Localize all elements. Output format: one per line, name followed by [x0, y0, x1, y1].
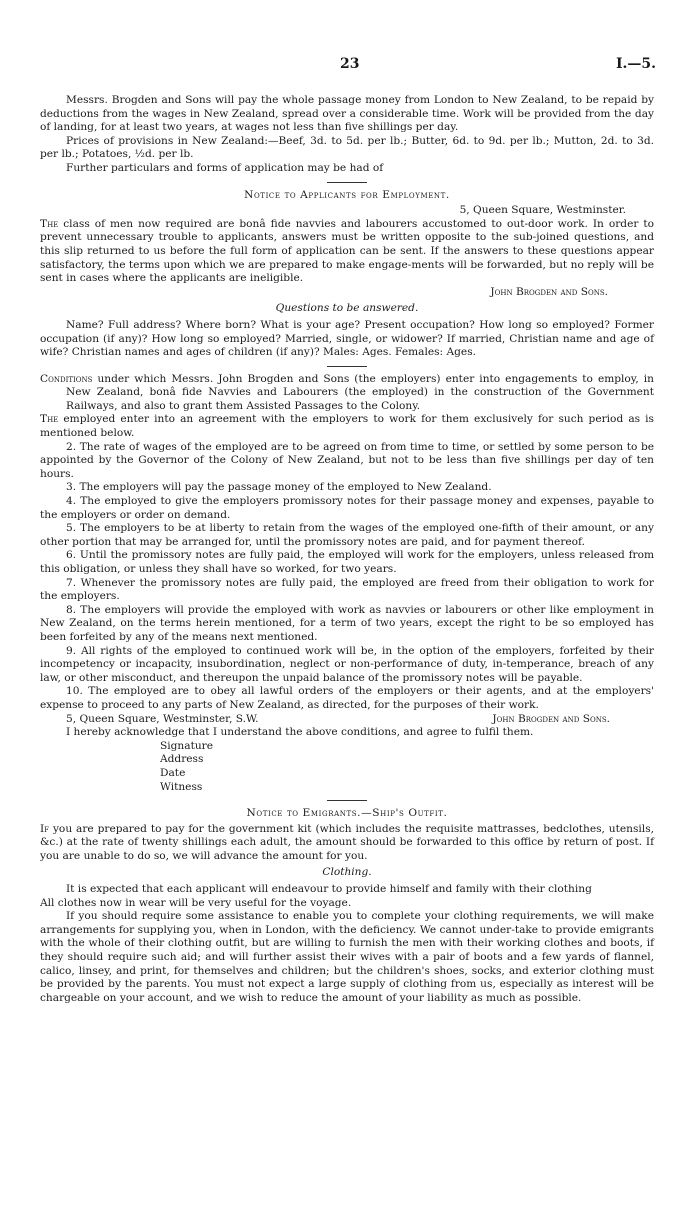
- condition-item-1: [40, 413, 654, 440]
- questions-text: Name? Full address? Where born? What is your age? Present occupation? How long so employed? Former occupation (if any)? How long so employed? Married, single, or widower? If married, Christian name and age of wife? Christian names and ages of children (if any)? Males: Ages. Females: Ages.: [40, 318, 654, 359]
- condition-item-1-text: employed enter into an agreement with the employers to work for them exclusively for such period as is mentioned below.: [40, 413, 654, 440]
- section-divider: [327, 182, 367, 183]
- employment-notice-signature: John Brogden and Sons.: [490, 285, 608, 298]
- clothing-paragraph-3: If you should require some assistance to enable you to complete your clothing requirements, we will make arrangements for supplying you, when in London, with the deficiency. We cannot under-take to provide emigrants with the whole of their clothing outfit, but are willing to furnish the men with their working clothes and boots, if they should require such aid; and will further assist their wives with a pair of boots and a few yards of flannel, calico, linsey, and print, for themselves and children; but the children's shoes, socks, and exterior clothing must be provided by the parents. You must not expect a large supply of clothing from us, especially as interest will be chargeable on your account, and we wish to reduce the amount of your liability as much as possible.: [40, 910, 654, 1004]
- clothing-paragraph-1: It is expected that each applicant will endeavour to provide himself and family with their clothing: [66, 883, 592, 896]
- condition-item: 5. The employers to be at liberty to retain from the wages of the employed one-fifth of their amount, or any other portion that may be arranged for, until the promissory notes are paid, and for payment thereof.: [40, 522, 654, 548]
- form-field-address: Address: [160, 753, 204, 766]
- form-field-date: Date: [160, 766, 186, 779]
- condition-item: 8. The employers will provide the employed with work as navvies or labourers or other like employment in New Zealand, on the terms herein mentioned, for a term of two years, except the right to be so employed has been forfeited by any of the means next mentioned.: [40, 603, 654, 643]
- employment-notice-heading: Notice to Applicants for Employment.: [244, 188, 450, 201]
- conditions-signature: John Brogden and Sons.: [492, 712, 610, 725]
- intro-paragraph-prices: Prices of provisions in New Zealand:—Beef, 3d. to 5d. per lb.; Butter, 6d. to 9d. per lb.; Mutton, 2d. to 3d. per lb.; Potatoes, ½d. per lb.: [40, 134, 654, 161]
- intro-paragraph-passage: Messrs. Brogden and Sons will pay the whole passage money from London to New Zealand, to be repaid by deductions from the wages in New Zealand, spread over a considerable time. Work will be provided from the day of landing, for at least two years, at wages not less than five shillings per day.: [40, 94, 654, 134]
- form-field-signature: Signature: [160, 739, 213, 752]
- condition-item: 7. Whenever the promissory notes are fully paid, the employed are freed from their obligation to work for the employers.: [40, 576, 654, 603]
- questions-heading: Questions to be answered.: [275, 302, 419, 315]
- conditions-intro: [40, 373, 654, 414]
- condition-item: 9. All rights of the employed to continued work will be, in the option of the employers, forfeited by their incompetency or incapacity, insubordination, neglect or non-performance of duty, in-temperance, breach of any law, or other misconduct, and thereupon the unpaid balance of the promissory notes will be payable.: [40, 644, 654, 684]
- emigrants-notice-heading: Notice to Emigrants.—Ship's Outfit.: [246, 807, 448, 820]
- form-field-witness: Witness: [160, 780, 203, 793]
- acknowledgement-text: I hereby acknowledge that I understand the above conditions, and agree to fulfil them.: [66, 726, 534, 739]
- intro-paragraph-particulars: Further particulars and forms of application may be had of: [66, 161, 384, 174]
- emigrants-notice-lead: If: [40, 822, 50, 835]
- condition-item: 3. The employers will pay the passage money of the employed to New Zealand.: [66, 481, 492, 494]
- employment-notice-body: [40, 218, 654, 286]
- condition-item-1-lead: The: [40, 413, 59, 426]
- document-reference: I.—5.: [615, 56, 656, 72]
- acknowledgement-form: [40, 740, 654, 794]
- conditions-intro-text: under which Messrs. John Brogden and Sons (the employers) enter into engagements to employ, in New Zealand, bonâ fide Navvies and Labourers (the employed) in the construction of the Government Railways, and also to grant them Assisted Passages to the Colony.: [66, 372, 654, 412]
- condition-item: 10. The employed are to obey all lawful orders of the employers or their agents, and at the employers' expense to proceed to any parts of New Zealand, as directed, for the purposes of their work.: [40, 685, 654, 711]
- condition-item: 4. The employed to give the employers promissory notes for their passage money and expenses, payable to the employers or order on demand.: [40, 495, 654, 521]
- employment-notice-lead: The: [40, 217, 59, 230]
- clothing-heading: Clothing.: [322, 866, 372, 879]
- clothing-paragraph-2: All clothes now in wear will be very useful for the voyage.: [40, 896, 352, 909]
- section-divider: [327, 800, 367, 801]
- conditions-footer: [40, 713, 654, 727]
- condition-item: 6. Until the promissory notes are fully paid, the employed will work for the employers, unless released from this obligation, or unless they shall have so worked, for two years.: [40, 549, 654, 575]
- emigrants-notice-text: you are prepared to pay for the government kit (which includes the requisite mattrasses, bedclothes, utensils, &c.) at the rate of twenty shillings each adult, the amount should be forwarded to this office by return of post. If you are unable to do so, we will advance the amount for you.: [40, 822, 654, 862]
- section-divider: [327, 366, 367, 367]
- emigrants-notice-body: [40, 823, 654, 864]
- page-number: 23: [340, 56, 360, 72]
- employment-notice-address: 5, Queen Square, Westminster.: [459, 204, 626, 217]
- conditions-lead: Conditions: [40, 372, 93, 385]
- document-body: [40, 94, 654, 1005]
- condition-item: 2. The rate of wages of the employed are to be agreed on from time to time, or settled by some person to be appointed by the Governor of the Colony of New Zealand, but not to be less than five shillings per day of ten hours.: [40, 440, 654, 480]
- conditions-address: 5, Queen Square, Westminster, S.W.: [66, 712, 259, 725]
- employment-notice-text: class of men now required are bonâ fide navvies and labourers accustomed to out-door work. In order to prevent unnecessary trouble to applicants, answers must be written opposite to the sub-joined questions, and this slip returned to us before the full form of application can be sent. If the answers to these questions appear satisfactory, the terms upon which we are prepared to make engage-ments will be forwarded, but no reply will be sent in cases where the applicants are ineligible.: [40, 217, 654, 285]
